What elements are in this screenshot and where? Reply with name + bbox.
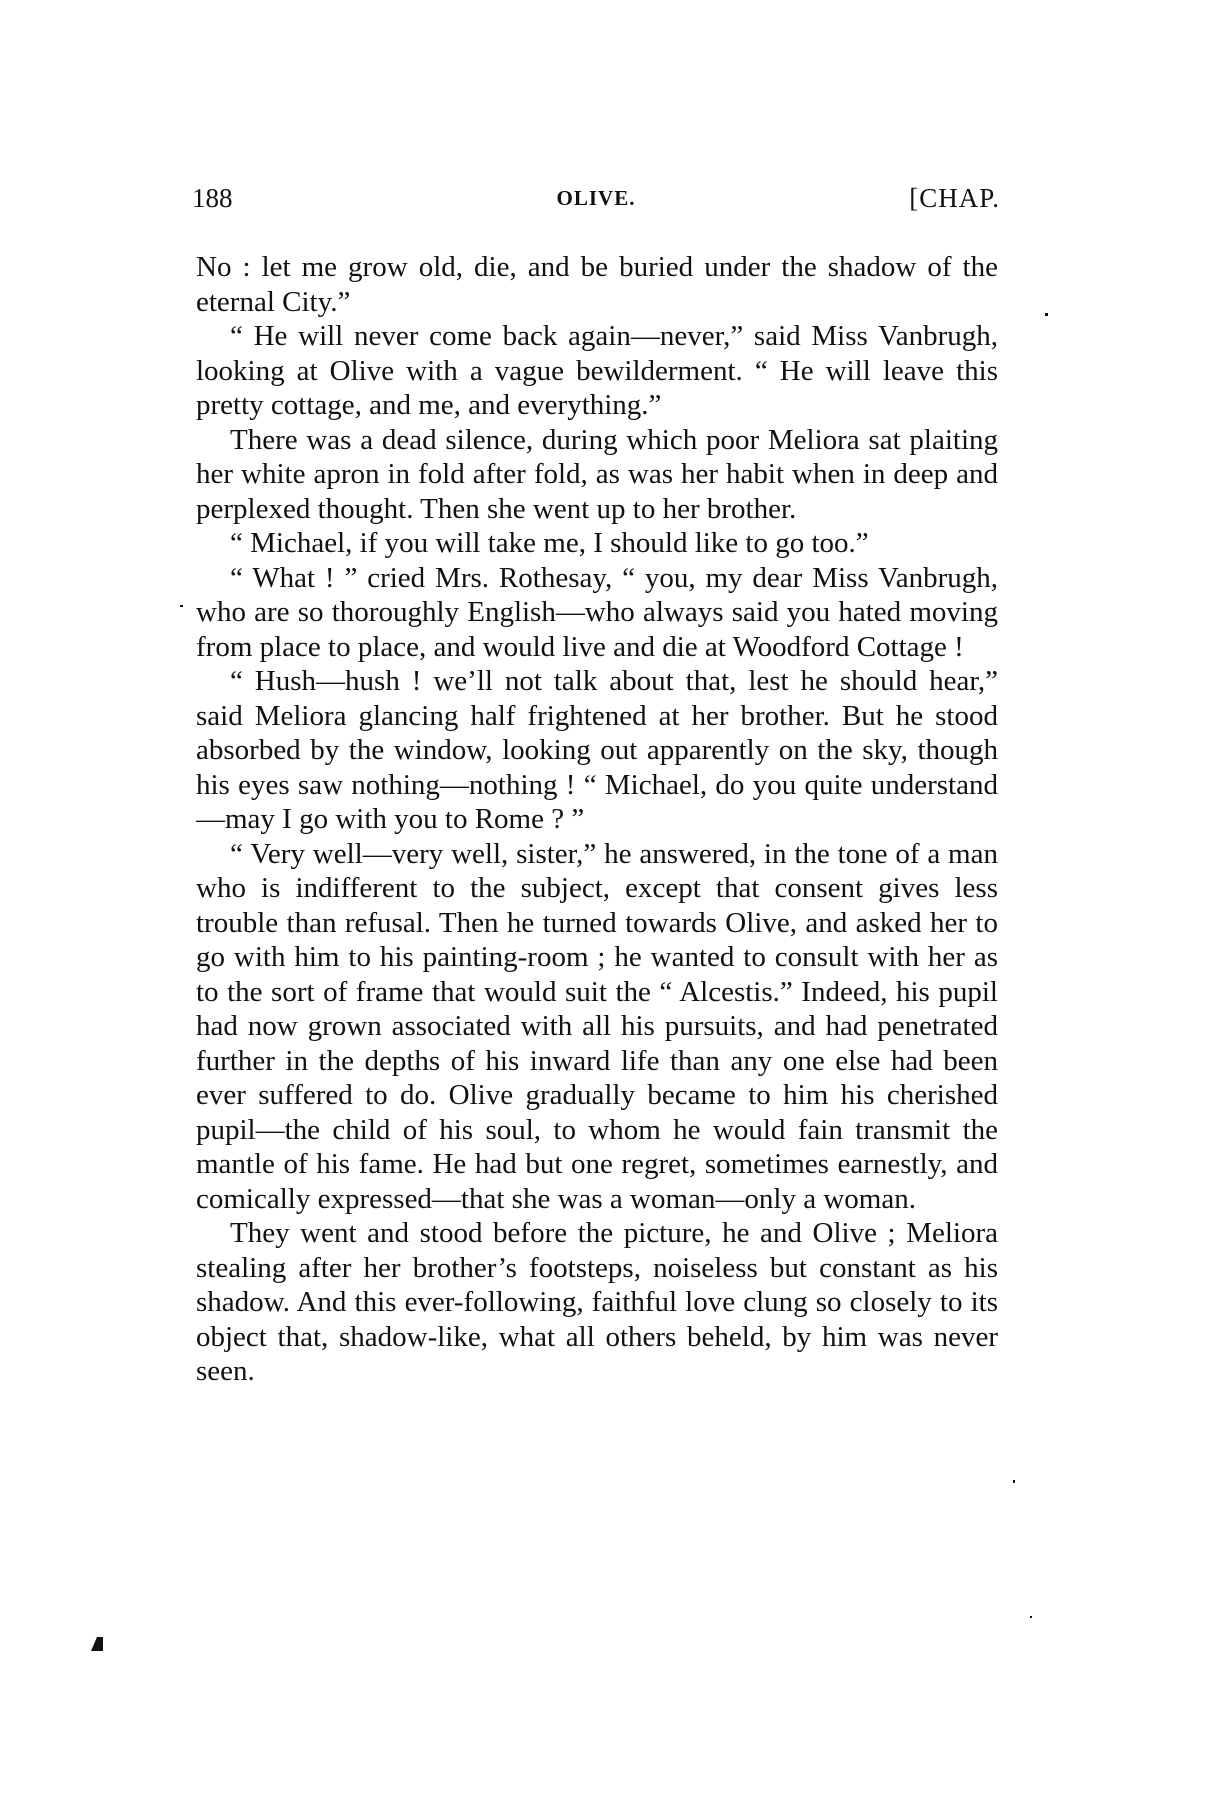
paragraph: “ Michael, if you will take me, I should like to go too.” <box>230 527 869 559</box>
running-title: OLIVE. <box>556 186 636 210</box>
scan-speck <box>1030 1616 1032 1618</box>
paragraph: “ Very well—very well, sister,” he answered, in the tone of a man who is indifferent to the subject, except that consent gives less trouble than refusal. Then he turned towards Olive, and asked her to go with him to his painting-room ; he wanted to consult with her as to the sort of frame that would suit the “ Alcestis.” Indeed, his pupil had now grown associated with all his pursuits, and had penetrated further in the depths of his inward life than any one else had been ever suffered to do. Olive gradually became to him his cherished pupil—the child of his soul, to whom he would fain transmit the mantle of his fame. He had but one regret, sometimes earnestly, and comically expressed—that she was a woman—only a woman. <box>196 837 998 1215</box>
paragraph: No : let me grow old, die, and be buried under the shadow of the eternal City.” <box>196 251 998 318</box>
paragraph: “ What ! ” cried Mrs. Rothesay, “ you, my dear Miss Vanbrugh, who are so thoroughly English—who always said you hated moving from place to place, and would live and die at Woodford Cottage ! <box>196 561 998 663</box>
paragraph: They went and stood before the picture, he and Olive ; Meliora stealing after her brother’s footsteps, noiseless but constant as his shadow. And this ever-following, faithful love clung so closely to its object that, shadow-like, what all others beheld, by him was never seen. <box>196 1217 998 1387</box>
paragraph: “ He will never come back again—never,” said Miss Vanbrugh, looking at Olive with a vague bewilderment. “ He will leave this pretty cottage, and me, and everything.” <box>196 320 998 421</box>
scan-corner-mark <box>91 1637 103 1651</box>
scan-speck <box>180 605 183 607</box>
paragraph: “ Hush—hush ! we’ll not talk about that, lest he should hear,” said Meliora glancing half frightened at her brother. But he stood absorbed by the window, looking out apparently on the sky, though his eyes saw nothing—nothing ! “ Michael, do you quite understand—may I go with you to Rome ? ” <box>196 665 998 835</box>
paragraph: There was a dead silence, during which poor Meliora sat plaiting her white apron in fold after fold, as was her habit when in deep and perplexed thought. Then she went up to her brother. <box>196 423 998 525</box>
page-number: 188 <box>192 183 233 213</box>
scan-speck <box>1045 313 1048 316</box>
page-header <box>192 183 1000 223</box>
chapter-mark: [CHAP. <box>909 183 1000 213</box>
body-text <box>196 250 998 1389</box>
scan-speck <box>1013 1480 1015 1483</box>
